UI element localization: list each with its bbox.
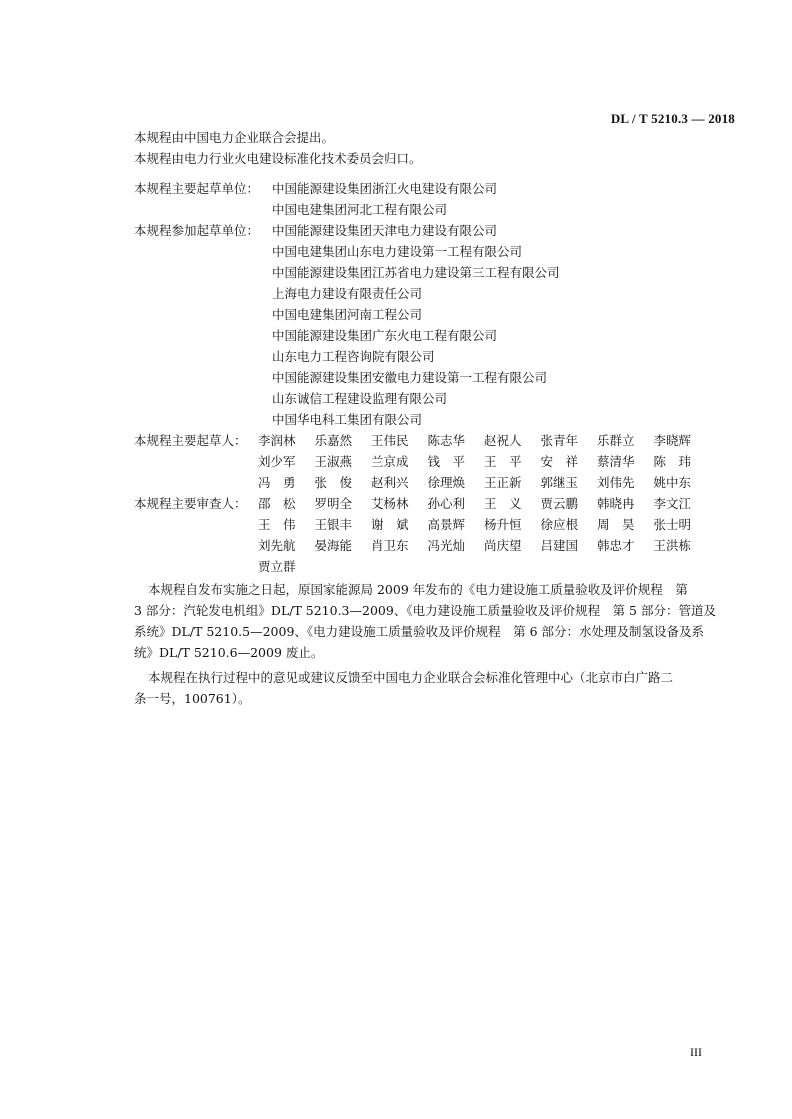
drafter-name: 王淑燕 (314, 454, 353, 469)
abolish-paragraph-line: 本规程自发布实施之日起，原国家能源局 2009 年发布的《电力建设施工质量验收及评价规程 第 (148, 582, 688, 597)
drafter-name: 陈 玮 (653, 454, 692, 469)
main-unit-org: 中国能源建设集团浙江火电建设有限公司 (272, 181, 498, 196)
part-unit-org: 山东诚信工程建设监理有限公司 (272, 391, 448, 406)
drafters-label: 本规程主要起草人： (134, 433, 247, 448)
reviewer-name: 韩晓冉 (597, 496, 635, 511)
part-unit-org: 山东电力工程咨询院有限公司 (272, 349, 435, 364)
drafter-name: 钱 平 (427, 454, 466, 469)
drafter-name: 张青年 (540, 433, 579, 448)
part-unit-org: 上海电力建设有限责任公司 (272, 286, 423, 301)
reviewers-row (258, 515, 710, 535)
reviewers-row (258, 494, 710, 514)
reviewer-name: 杨升恒 (484, 517, 522, 532)
reviewers-label: 本规程主要审查人： (134, 496, 247, 511)
drafter-name: 陈志华 (427, 433, 466, 448)
reviewer-name: 刘先航 (258, 538, 296, 553)
reviewer-name: 贾云鹏 (540, 496, 579, 511)
reviewer-name: 孙心利 (427, 496, 466, 511)
drafters-row (258, 473, 710, 493)
part-unit-org: 中国电建集团河南工程公司 (272, 307, 423, 322)
reviewer-name: 尚庆望 (484, 538, 522, 553)
drafter-name: 刘少军 (258, 454, 296, 469)
reviewer-name: 肖卫东 (371, 538, 409, 553)
abolish-paragraph-line: 系统》DL/T 5210.5—2009、《电力建设施工质量验收及评价规程 第 6 部分：水处理及制氢设备及系 (134, 624, 705, 639)
drafter-name: 冯 勇 (258, 475, 296, 490)
reviewer-name: 韩忠才 (597, 538, 635, 553)
drafter-name: 刘伟先 (597, 475, 635, 490)
reviewer-name: 邵 松 (258, 496, 296, 511)
reviewer-name: 张士明 (653, 517, 692, 532)
drafter-name: 张 俊 (314, 475, 353, 490)
drafter-name: 王正新 (484, 475, 522, 490)
drafter-name: 乐群立 (597, 433, 635, 448)
reviewers-row (258, 536, 710, 556)
drafter-name: 姚中东 (653, 475, 692, 490)
drafter-name: 郭继玉 (540, 475, 579, 490)
main-units-label: 本规程主要起草单位： (134, 181, 260, 196)
intro-managed: 本规程由电力行业火电建设标准化技术委员会归口。 (134, 151, 422, 166)
feedback-paragraph-line: 本规程在执行过程中的意见或建议反馈至中国电力企业联合会标准化管理中心（北京市白广路二 (148, 670, 674, 685)
part-unit-org: 中国能源建设集团天津电力建设有限公司 (272, 223, 498, 238)
reviewer-name: 王 义 (484, 496, 522, 511)
drafter-name: 兰京成 (371, 454, 409, 469)
reviewer-name: 晏海能 (314, 538, 353, 553)
drafter-name: 乐嘉然 (314, 433, 353, 448)
drafter-name: 李润林 (258, 433, 296, 448)
main-unit-org: 中国电建集团河北工程有限公司 (272, 202, 448, 217)
reviewer-name: 李文江 (653, 496, 692, 511)
part-unit-org: 中国华电科工集团有限公司 (272, 412, 423, 427)
drafter-name: 赵利兴 (371, 475, 409, 490)
abolish-paragraph-line: 3 部分：汽轮发电机组》DL/T 5210.3—2009、《电力建设施工质量验收及评价规程 第 5 部分：管道及 (134, 603, 716, 618)
reviewer-name: 王银丰 (314, 517, 353, 532)
abolish-paragraph-line: 统》DL/T 5210.6—2009 废止。 (134, 645, 324, 660)
drafter-name: 赵祝人 (484, 433, 522, 448)
reviewer-name: 艾杨林 (371, 496, 409, 511)
reviewer-name: 罗明全 (314, 496, 353, 511)
reviewers-row (258, 557, 315, 577)
drafter-name: 王 平 (484, 454, 522, 469)
part-unit-org: 中国能源建设集团安徽电力建设第一工程有限公司 (272, 370, 548, 385)
intro-proposed: 本规程由中国电力企业联合会提出。 (134, 130, 335, 145)
reviewer-name: 高景辉 (427, 517, 466, 532)
part-unit-org: 中国能源建设集团广东火电工程有限公司 (272, 328, 498, 343)
feedback-paragraph-line: 条一号，100761）。 (134, 691, 251, 706)
reviewer-name: 冯光灿 (427, 538, 466, 553)
reviewer-name: 吕建国 (540, 538, 579, 553)
page-number: III (690, 1045, 702, 1059)
drafters-row (258, 452, 710, 472)
reviewer-name: 贾立群 (258, 559, 296, 574)
drafter-name: 王伟民 (371, 433, 409, 448)
reviewer-name: 周 昊 (597, 517, 635, 532)
drafter-name: 李晓辉 (653, 433, 692, 448)
standard-code: DL / T 5210.3 — 2018 (610, 111, 735, 126)
part-unit-org: 中国能源建设集团江苏省电力建设第三工程有限公司 (272, 265, 560, 280)
reviewer-name: 王洪栋 (653, 538, 692, 553)
drafter-name: 蔡清华 (597, 454, 635, 469)
reviewer-name: 徐应根 (540, 517, 579, 532)
drafters-row (258, 431, 710, 451)
part-units-label: 本规程参加起草单位： (134, 223, 260, 238)
drafter-name: 徐理焕 (427, 475, 466, 490)
part-unit-org: 中国电建集团山东电力建设第一工程有限公司 (272, 244, 523, 259)
reviewer-name: 王 伟 (258, 517, 296, 532)
drafter-name: 安 祥 (540, 454, 579, 469)
reviewer-name: 谢 斌 (371, 517, 409, 532)
